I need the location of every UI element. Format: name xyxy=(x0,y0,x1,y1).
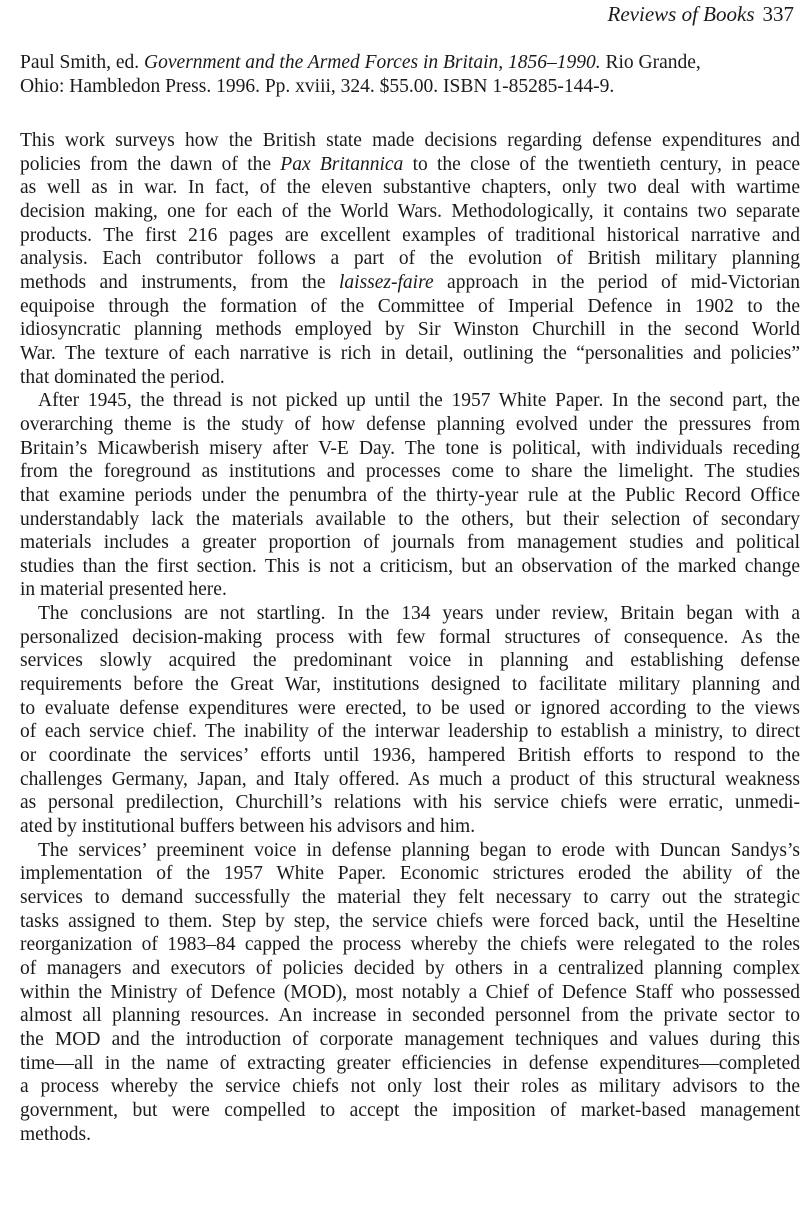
running-title: Reviews of Books xyxy=(607,2,755,26)
text-run: government, but were compelled to accept the imposition of market-based management xyxy=(20,1099,800,1121)
text-run: within the Ministry of Defence (MOD), most notably a Chief of Defence Staff who possessed xyxy=(20,981,800,1003)
text-line xyxy=(20,1099,800,1123)
text-line xyxy=(20,720,800,744)
text-run: Britain’s Micawberish misery after V-E Day. The tone is political, with individuals receding xyxy=(20,437,800,459)
text-run: After 1945, the thread is not picked up until the 1957 White Paper. In the second part, the xyxy=(38,390,800,412)
text-run: time—all in the name of extracting greater efficiencies in defense expenditures—completed xyxy=(20,1052,800,1074)
text-run: a process whereby the service chiefs not only lost their roles as military advisors to the xyxy=(20,1076,800,1098)
text-line xyxy=(20,176,800,200)
text-line xyxy=(20,413,800,437)
text-line xyxy=(20,1123,800,1147)
text-run: This work surveys how the British state made decisions regarding defense expenditures and xyxy=(20,130,800,151)
text-line xyxy=(20,578,800,602)
text-line xyxy=(20,389,800,413)
text-line xyxy=(20,602,800,626)
citation-line-1 xyxy=(20,51,800,75)
text-run: idiosyncratic planning methods employed by Sir Winston Churchill in the second World xyxy=(20,319,800,341)
text-run: materials includes a greater proportion of journals from management studies and political xyxy=(20,532,800,554)
citation-author: Paul Smith, ed. xyxy=(20,52,145,73)
text-line xyxy=(20,271,800,295)
text-line xyxy=(20,1004,800,1028)
text-line xyxy=(20,768,800,792)
text-line xyxy=(20,697,800,721)
text-line xyxy=(20,649,800,673)
text-line xyxy=(20,342,800,366)
text-line xyxy=(20,129,800,153)
text-run: almost all planning resources. An increase in seconded personnel from the private sector to xyxy=(20,1005,800,1027)
text-run: equipoise through the formation of the Committee of Imperial Defence in 1902 to the xyxy=(20,295,800,317)
citation-location: Rio Grande, xyxy=(600,52,701,73)
text-line xyxy=(20,366,800,390)
text-line xyxy=(20,791,800,815)
text-run: that dominated the period. xyxy=(20,366,225,388)
text-line xyxy=(20,744,800,768)
text-line xyxy=(20,1028,800,1052)
text-line xyxy=(20,460,800,484)
running-header xyxy=(608,0,794,28)
text-run: decision making, one for each of the World Wars. Methodologically, it contains two separate xyxy=(20,200,800,222)
review-paragraph xyxy=(20,129,800,389)
review-paragraph xyxy=(20,389,800,602)
text-line xyxy=(20,981,800,1005)
text-run: challenges Germany, Japan, and Italy offered. As much a product of this structural weakness xyxy=(20,768,800,790)
text-line xyxy=(20,886,800,910)
text-line xyxy=(20,815,800,839)
citation-line-2: Ohio: Hambledon Press. 1996. Pp. xviii, 324. $55.00. ISBN 1-85285-144-9. xyxy=(20,76,615,97)
citation-title: Government and the Armed Forces in Britain, 1856–1990. xyxy=(144,52,601,73)
text-line xyxy=(20,1075,800,1099)
text-line xyxy=(20,437,800,461)
text-line xyxy=(20,200,800,224)
text-run: approach in the period of mid-Victorian xyxy=(433,271,800,293)
page-number: 337 xyxy=(762,2,794,26)
text-run: to evaluate defense expenditures were erected, to be used or ignored according to the views xyxy=(20,697,800,719)
text-line xyxy=(20,1052,800,1076)
text-run: of each service chief. The inability of the interwar leadership to establish a ministry, to direct xyxy=(20,721,800,743)
text-line xyxy=(20,839,800,863)
text-run: as personal predilection, Churchill’s relations with his service chiefs were erratic, unmedi- xyxy=(20,792,800,814)
text-run: or coordinate the services’ efforts until 1936, hampered British efforts to respond to the xyxy=(20,745,800,767)
text-run: products. The first 216 pages are excellent examples of traditional historical narrative and xyxy=(20,224,800,246)
text-run: studies than the first section. This is not a criticism, but an observation of the marked change xyxy=(20,555,800,577)
text-run: personalized decision-making process with few formal structures of consequence. As the xyxy=(20,626,800,648)
text-run: in material presented here. xyxy=(20,579,227,601)
review-body xyxy=(20,129,800,1146)
text-line xyxy=(20,933,800,957)
text-run: tasks assigned to them. Step by step, the service chiefs were forced back, until the Heseltine xyxy=(20,910,800,932)
text-run: the MOD and the introduction of corporate management techniques and values during this xyxy=(20,1028,800,1050)
text-line xyxy=(20,224,800,248)
text-line xyxy=(20,295,800,319)
text-run: War. The texture of each narrative is rich in detail, outlining the “personalities and policies” xyxy=(20,342,800,364)
text-line xyxy=(20,153,800,177)
text-run: of managers and executors of policies decided by others in a centralized planning complex xyxy=(20,957,800,979)
text-line xyxy=(20,508,800,532)
review-paragraph xyxy=(20,602,800,839)
text-line xyxy=(20,626,800,650)
text-line xyxy=(20,555,800,579)
text-line xyxy=(20,247,800,271)
book-citation xyxy=(20,51,800,99)
text-line xyxy=(20,957,800,981)
text-run: to the close of the twentieth century, in peace xyxy=(403,153,800,175)
text-line xyxy=(20,484,800,508)
text-run: analysis. Each contributor follows a part of the evolution of British military planning xyxy=(20,248,800,270)
review-paragraph xyxy=(20,839,800,1147)
text-run: The conclusions are not startling. In the 134 years under review, Britain began with a xyxy=(38,603,800,625)
italic-term: Pax Britannica xyxy=(280,153,404,175)
text-run: from the foreground as institutions and processes come to share the limelight. The studies xyxy=(20,461,800,483)
text-run: implementation of the 1957 White Paper. Economic strictures eroded the ability of the xyxy=(20,863,800,885)
text-run: services to demand successfully the material they felt necessary to carry out the strategic xyxy=(20,887,800,908)
text-run: as well as in war. In fact, of the eleven substantive chapters, only two deal with wartime xyxy=(20,177,800,199)
text-run: understandably lack the materials available to the others, but their selection of secondary xyxy=(20,508,800,530)
text-line xyxy=(20,531,800,555)
text-run: policies from the dawn of the xyxy=(20,153,281,175)
text-run: requirements before the Great War, institutions designed to facilitate military planning and xyxy=(20,674,800,696)
italic-term: laissez-faire xyxy=(339,271,434,293)
text-run: overarching theme is the study of how defense planning evolved under the pressures from xyxy=(20,413,800,435)
text-line xyxy=(20,318,800,342)
text-line xyxy=(20,673,800,697)
text-run: The services’ preeminent voice in defense planning began to erode with Duncan Sandys’s xyxy=(38,839,800,861)
text-line xyxy=(20,862,800,886)
text-run: methods. xyxy=(20,1123,91,1145)
text-run: ated by institutional buffers between his advisors and him. xyxy=(20,816,476,838)
text-run: reorganization of 1983–84 capped the process whereby the chiefs were relegated to the roles xyxy=(20,934,800,956)
text-run: services slowly acquired the predominant voice in planning and establishing defense xyxy=(20,650,800,672)
text-run: that examine periods under the penumbra of the thirty-year rule at the Public Record Office xyxy=(20,484,800,506)
text-line xyxy=(20,910,800,934)
text-run: methods and instruments, from the xyxy=(20,271,339,293)
